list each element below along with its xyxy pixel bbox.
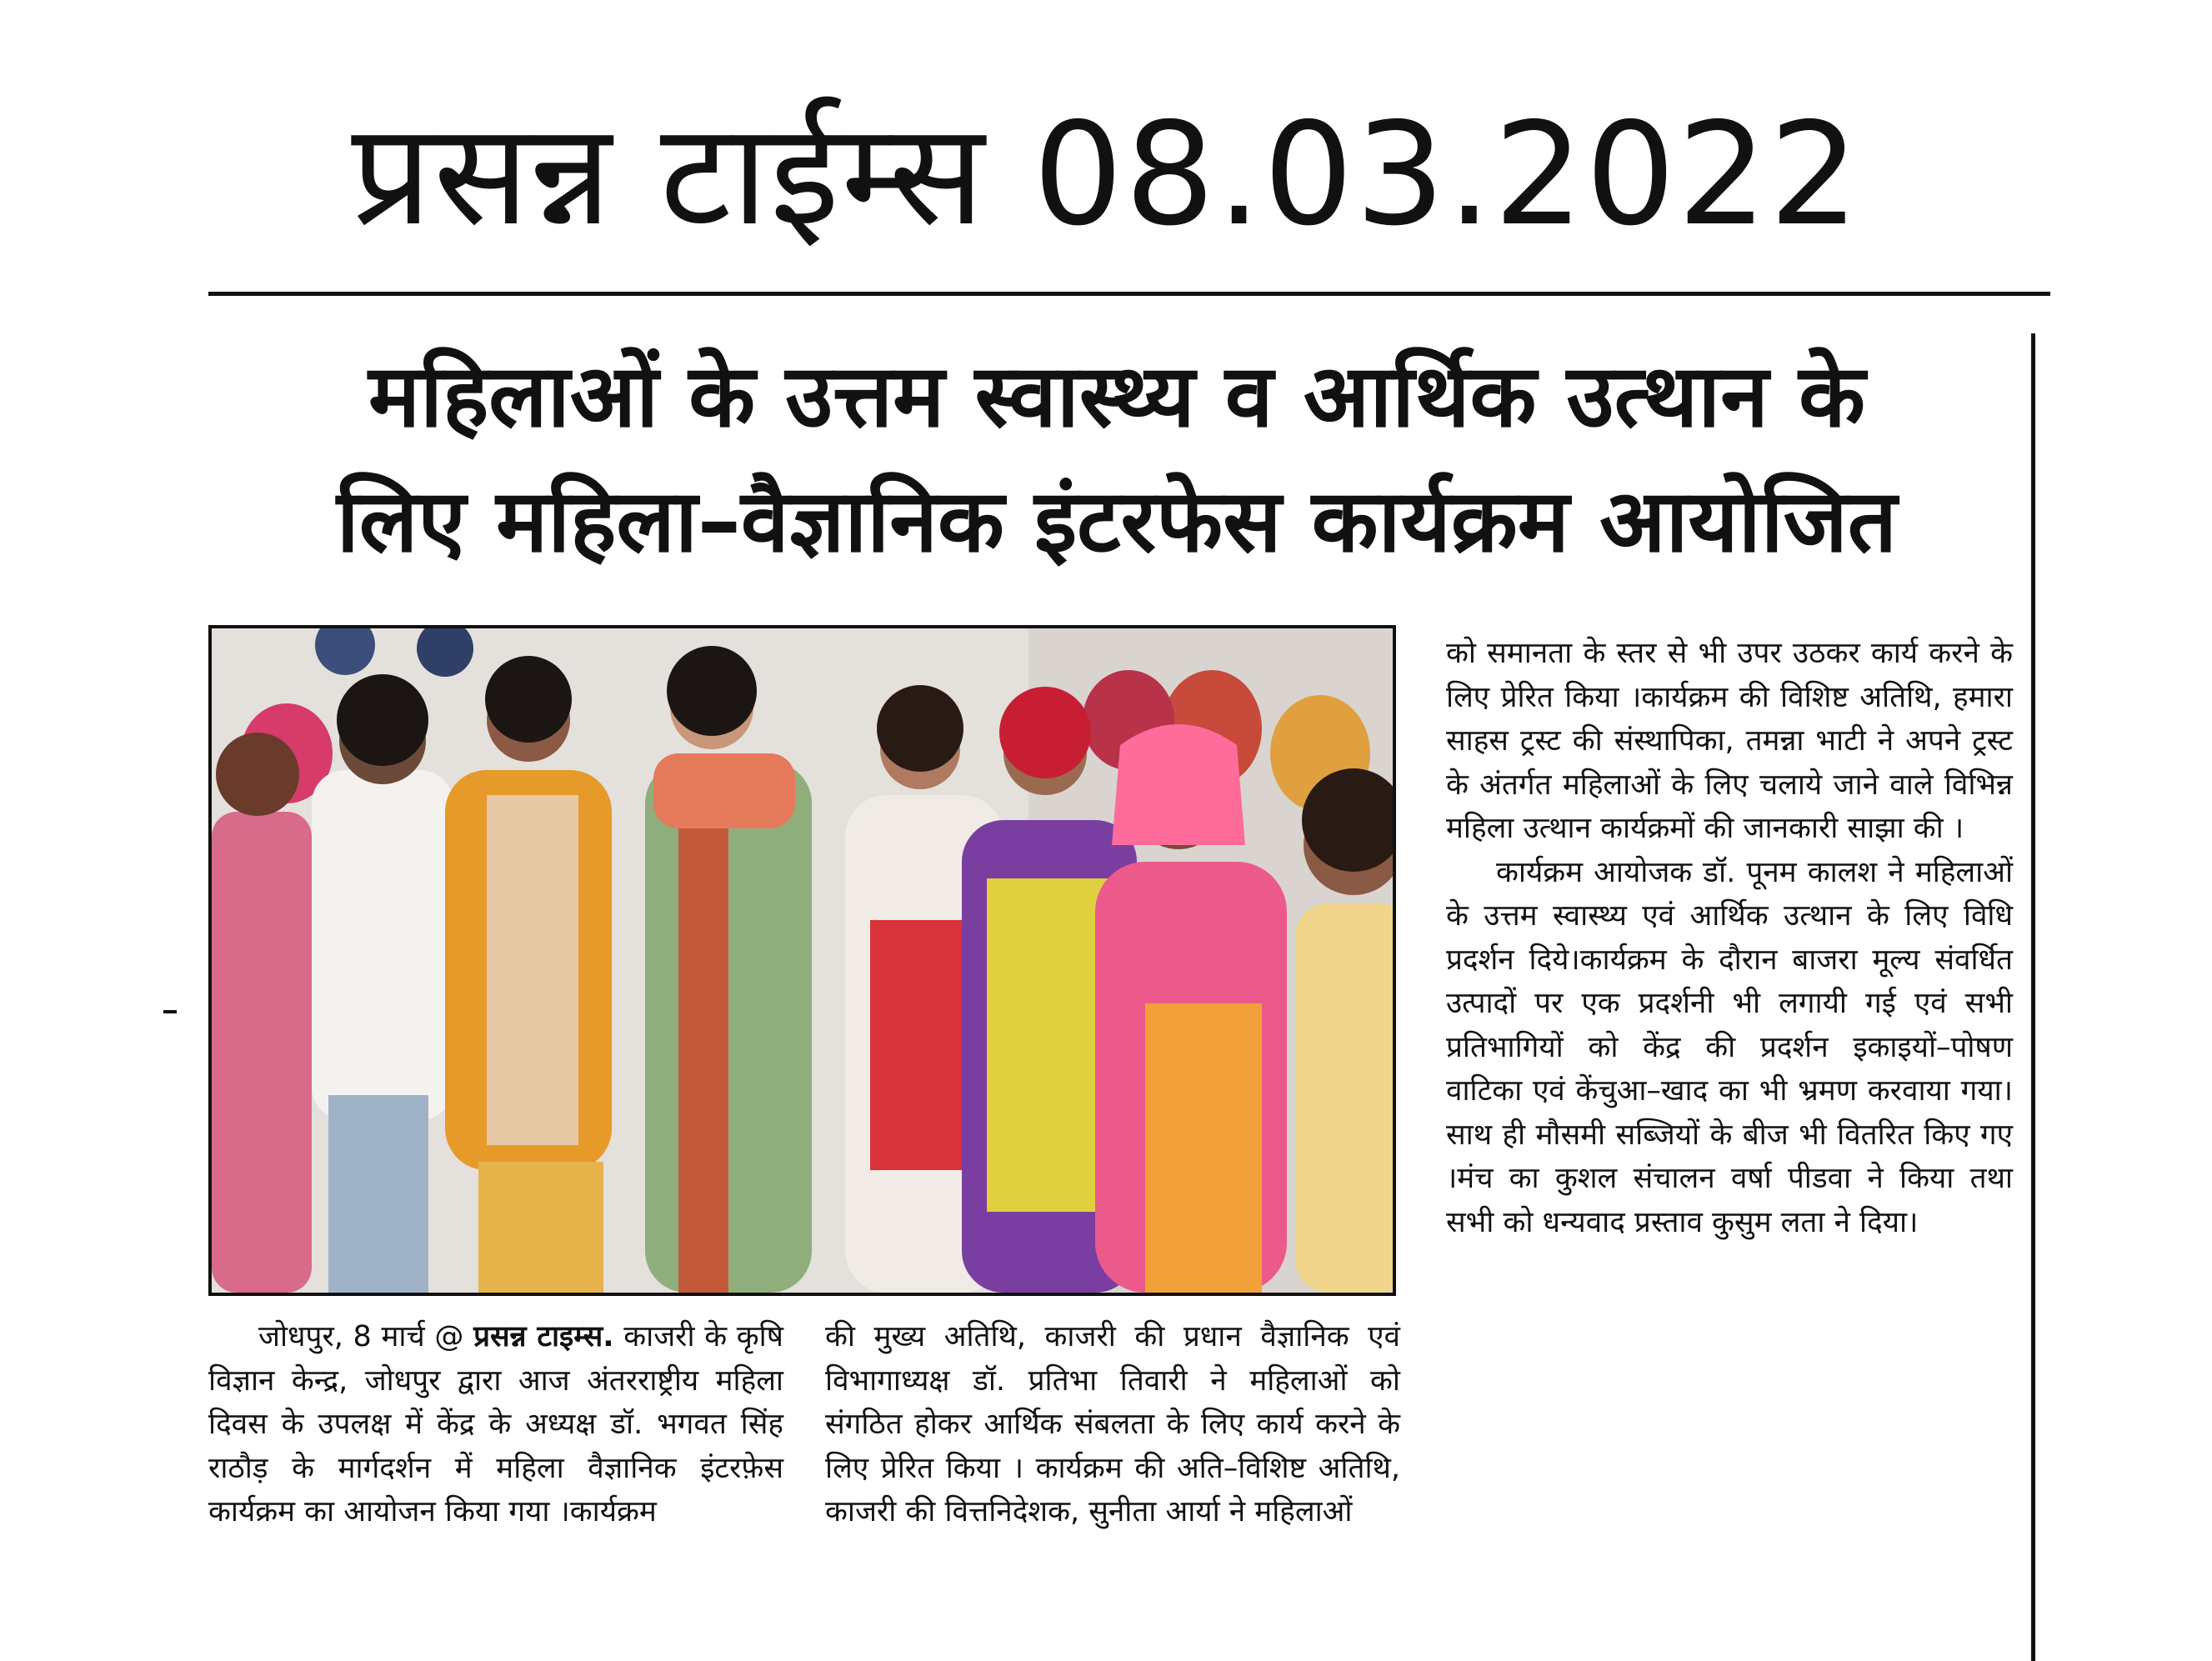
group-photo-icon: [212, 628, 1393, 1293]
source-name: प्रसन्न टाइम्स.: [473, 1320, 614, 1353]
masthead-title: प्रसन्न टाईम्स 08.03.2022: [351, 93, 1861, 258]
headline: [208, 333, 2025, 583]
margin-mark: [163, 1010, 177, 1013]
group-photo: [208, 625, 1396, 1296]
column-2-text: की मुख्य अतिथि, काजरी की प्रधान वैज्ञानिक एवं विभागाध्यक्ष डॉ. प्रतिभा तिवारी ने महिलाओं को संगठित होकर आर्थिक संबलता के लिए कार्य करने के लिए प्रेरित किया । कार्यक्रम की अति–विशिष्ट अतिथि, काजरी की वित्तनिदेशक, सुनीता आर्या ने महिलाओं: [825, 1320, 1400, 1528]
article-paragraph: [208, 1315, 783, 1534]
dateline: जोधपुर, 8 मार्च @: [258, 1320, 464, 1353]
column-3-paragraph-1: को समानता के स्तर से भी उपर उठकर कार्य करने के लिए प्रेरित किया ।कार्यक्रम की विशिष्ट अतिथि, हमारा साहस ट्रस्ट की संस्थापिका, तमन्ना भाटी ने अपने ट्रस्ट के अंतर्गत महिलाओं के लिए चलाये जाने वाले विभिन्न महिला उत्थान कार्यक्रमों की जानकारी साझा की ।: [1446, 637, 2013, 845]
masthead-rule: [208, 292, 2050, 296]
headline-line-2: लिए महिला–वैज्ञानिक इंटरफेस कार्यक्रम आयोजित: [336, 470, 1898, 572]
article-column-1: [208, 1315, 783, 1534]
column-1-text: काजरी के कृषि विज्ञान केन्द्र, जोधपुर द्वारा आज अंतरराष्ट्रीय महिला दिवस के उपलक्ष में केंद्र के अध्यक्ष डॉ. भगवत सिंह राठौड़ के मार्गदर्शन में महिला वैज्ञानिक इंटरफ़ेस कार्यक्रम का आयोजन किया गया ।कार्यक्रम: [208, 1320, 783, 1528]
column-3-paragraph-2: कार्यक्रम आयोजक डॉ. पूनम कालश ने महिलाओं के उत्तम स्वास्थ्य एवं आर्थिक उत्थान के लिए विधि प्रदर्शन दिये।कार्यक्रम के दौरान बाजरा मूल्य संवर्धित उत्पादों पर एक प्रदर्शनी भी लगायी गई एवं सभी प्रतिभागियों को केंद्र की प्रदर्शन इकाइयों–पोषण वाटिका एवं केंचुआ–खाद का भी भ्रमण करवाया गया। साथ ही मौसमी सब्जियों के बीज भी वितरित किए गए ।मंच का कुशल संचालन वर्षा पीडवा ने किया तथा सभी को धन्यवाद प्रस्ताव कुसुम लता ने दिया।: [1446, 855, 2013, 1239]
headline-line-1: महिलाओं के उत्तम स्वास्थ्य व आर्थिक उत्थान के: [368, 345, 1866, 447]
article-column-2: [825, 1315, 1400, 1534]
column-rule: [2031, 333, 2035, 1661]
article-column-3: [1446, 632, 2013, 1244]
